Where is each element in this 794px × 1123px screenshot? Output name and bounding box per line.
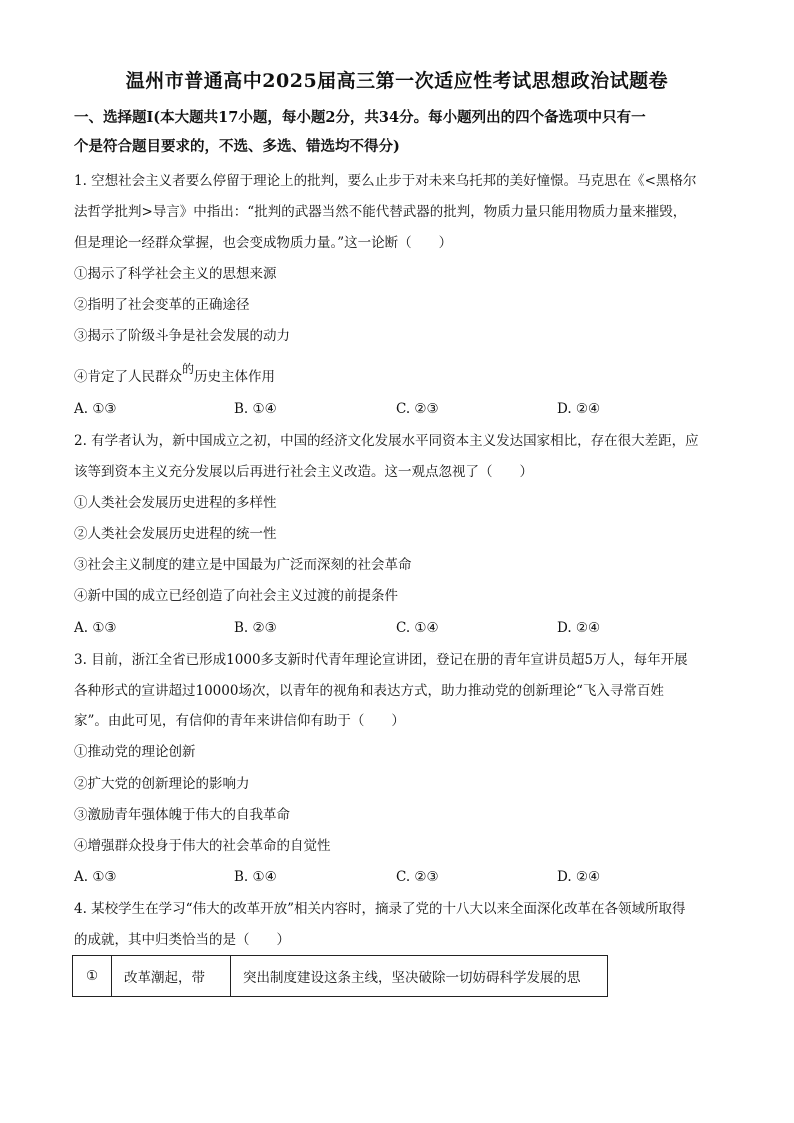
q1-option-c[interactable]: C. ②③ — [396, 401, 439, 417]
section-heading — [74, 103, 734, 161]
q3-statement-4: ④增强群众投身于伟大的社会革命的自觉性 — [74, 838, 331, 854]
q3-statement-1: ①推动党的理论创新 — [74, 744, 196, 760]
q1-option-a[interactable]: A. ①③ — [74, 401, 117, 417]
q2-statement-3: ③社会主义制度的建立是中国最为广泛而深刻的社会革命 — [74, 557, 412, 573]
q1-statement-4-part-b: 历史主体作用 — [194, 369, 276, 385]
q3-stem-line-3: 家”。由此可见，有信仰的青年来讲信仰有助于（ ） — [74, 713, 405, 729]
table-row — [73, 956, 608, 997]
q2-statement-1: ①人类社会发展历史进程的多样性 — [74, 495, 277, 511]
q2-option-d[interactable]: D. ②④ — [557, 620, 601, 636]
q2-option-c[interactable]: C. ①④ — [396, 620, 439, 636]
q1-option-b[interactable]: B. ①④ — [234, 401, 277, 417]
q1-stem-line-3: 但是理论一经群众掌握，也会变成物质力量。”这一论断（ ） — [74, 235, 453, 251]
q4-table — [72, 955, 608, 997]
q3-option-b[interactable]: B. ①④ — [234, 869, 277, 885]
q1-stem-line-1: 1. 空想社会主义者要么停留于理论上的批判，要么止步于对未来乌托邦的美好憧憬。马克思在《<黑格尔 — [74, 173, 697, 189]
q1-statement-1: ①揭示了科学社会主义的思想来源 — [74, 266, 277, 282]
section-heading-line-1: 一、选择题Ⅰ(本大题共17小题，每小题2分，共34分。每小题列出的四个备选项中只有一 — [74, 109, 646, 126]
q3-option-c[interactable]: C. ②③ — [396, 869, 439, 885]
q2-statement-2: ②人类社会发展历史进程的统一性 — [74, 526, 277, 542]
q2-option-b[interactable]: B. ②③ — [234, 620, 277, 636]
q2-option-a[interactable]: A. ①③ — [74, 620, 117, 636]
q4-stem-line-2: 的成就，其中归类恰当的是（ ） — [74, 932, 290, 948]
q4-table-content: 突出制度建设这条主线，坚决破除一切妨碍科学发展的思 — [231, 956, 608, 997]
q3-option-d[interactable]: D. ②④ — [557, 869, 601, 885]
q3-option-a[interactable]: A. ①③ — [74, 869, 117, 885]
q1-statement-4 — [74, 362, 276, 386]
q3-stem-line-1: 3. 目前，浙江全省已形成1000多支新时代青年理论宣讲团，登记在册的青年宣讲员超5万人，每年开展 — [74, 652, 688, 668]
q3-statement-2: ②扩大党的创新理论的影响力 — [74, 776, 250, 792]
q1-option-d[interactable]: D. ②④ — [557, 401, 601, 417]
section-heading-line-2: 个是符合题目要求的，不选、多选、错选均不得分) — [74, 138, 400, 155]
page-title: 温州市普通高中2025届高三第一次适应性考试思想政治试题卷 — [125, 70, 669, 92]
q3-statement-3: ③激励青年强体魄于伟大的自我革命 — [74, 807, 290, 823]
q1-statement-4-part-a: ④肯定了人民群众 — [74, 369, 182, 385]
q3-stem-line-2: 各种形式的宣讲超过10000场次，以青年的视角和表达方式，助力推动党的创新理论“飞入寻常百姓 — [74, 683, 664, 699]
q1-statement-2: ②指明了社会变革的正确途径 — [74, 297, 250, 313]
q4-table-number: ① — [73, 956, 112, 997]
q4-stem-line-1: 4. 某校学生在学习“伟大的改革开放”相关内容时，摘录了党的十八大以来全面深化改革在各领域所取得 — [74, 901, 686, 917]
q1-stem-line-2: 法哲学批判>导言》中指出：“批判的武器当然不能代替武器的批判，物质力量只能用物质力量来摧毁， — [74, 204, 687, 220]
q2-stem-line-1: 2. 有学者认为，新中国成立之初，中国的经济文化发展水平同资本主义发达国家相比，存在很大差距，应 — [74, 433, 699, 449]
q2-statement-4: ④新中国的成立已经创造了向社会主义过渡的前提条件 — [74, 588, 398, 604]
q1-statement-3: ③揭示了阶级斗争是社会发展的动力 — [74, 328, 290, 344]
q1-statement-4-superscript: 的 — [182, 362, 195, 376]
q2-stem-line-2: 该等到资本主义充分发展以后再进行社会主义改造。这一观点忽视了（ ） — [74, 464, 533, 480]
q4-table-label: 改革潮起，带 — [112, 956, 231, 997]
